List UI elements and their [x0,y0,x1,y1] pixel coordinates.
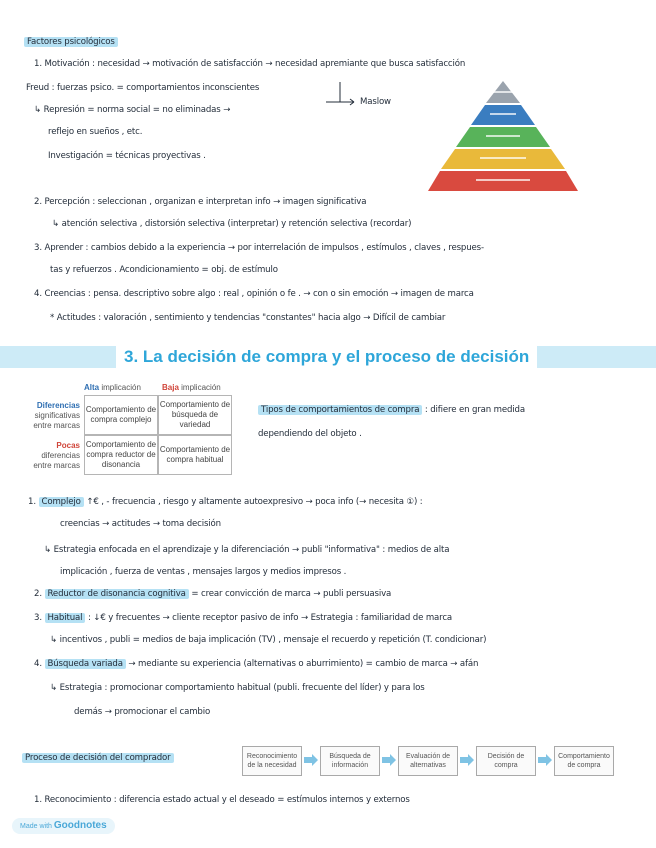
types-intro-rest: : difiere en gran medida [424,405,525,415]
types-intro-highlight: Tipos de comportamientos de compra [258,405,422,415]
note-freud: Freud : fuerzas psico. = comportamientos inconscientes [26,83,260,93]
badge-brand: Goodnotes [53,820,107,831]
type-complex-highlight: Complejo [39,497,84,507]
note-repression: ↳ Represión = norma social = no eliminadas → [34,105,231,115]
matrix-row-few [22,441,80,471]
type-variety-highlight: Búsqueda variada [45,659,126,669]
arrow-right-icon [382,754,396,766]
matrix-col-high-rest: implicación [101,383,141,392]
matrix-cell-dissonance: Comportamiento de compra reductor de disonancia [84,435,158,475]
note-motivation: 1. Motivación : necesidad → motivación de satisfacción → necesidad apremiante que busca satisfacción [34,59,466,69]
matrix-cell-habitual: Comportamiento de compra habitual [158,435,232,475]
factors-heading-text: Factores psicológicos [24,37,118,47]
matrix-col-low [162,383,221,392]
note-attention: ↳ atención selectiva , distorsión selectiva (interpretar) y retención selectiva (recordar) [52,219,412,229]
matrix-row-few-rest: diferencias entre marcas [33,451,80,470]
types-intro [258,404,525,416]
type-dissonance-highlight: Reductor de disonancia cognitiva [45,589,189,599]
arrow-right-icon [460,754,474,766]
process-recognition-note: 1. Reconocimiento : diferencia estado actual y el deseado = estímulos internos y externos [34,795,410,805]
matrix-col-low-em: Baja [162,383,179,392]
note-beliefs: 4. Creencias : pensa. descriptivo sobre algo : real , opinión o fe . → con o sin emoción → imagen de marca [34,289,474,299]
type-variety-text: → mediante su experiencia (alternativas o aburrimiento) = cambio de marca → afán [128,659,479,669]
note-research: Investigación = técnicas proyectivas . [48,151,206,161]
process-heading-text: Proceso de decisión del comprador [22,753,174,763]
note-learning-cont: tas y refuerzos . Acondicionamiento = obj. de estímulo [50,265,278,275]
flow-step-evaluation: Evaluación de alternativas [398,746,458,776]
type-dissonance: 2. Reductor de disonancia cognitiva = crear convicción de marca → publi persuasiva [34,589,392,599]
note-perception: 2. Percepción : seleccionan , organizan e interpretan info → imagen significativa [34,197,367,207]
type-complex-text: ↑€ , - frecuencia , riesgo y altamente autoexpresivo → poca info (→ necesita ①) : [86,497,423,507]
maslow-pyramid-image [428,77,578,193]
type-variety-c: demás → promocionar el cambio [74,707,211,717]
goodnotes-badge[interactable] [12,818,115,834]
arrow-right-icon [538,754,552,766]
badge-made-with: Made with [20,823,52,830]
maslow-bracket-icon [324,80,364,110]
section-title: 3. La decisión de compra y el proceso de decisión [116,346,537,368]
matrix-col-high [84,383,141,392]
note-learning: 3. Aprender : cambios debido a la experiencia → por interrelación de impulsos , estímulos , claves , respues- [34,243,484,253]
decision-process-flow [242,746,616,776]
type-complex-c: ↳ Estrategia enfocada en el aprendizaje y la diferenciación → publi "informativa" : medios de alta [44,545,450,555]
type-dissonance-text: = crear convicción de marca → publi persuasiva [191,589,392,599]
matrix-row-significant-em: Diferencias [36,401,80,410]
matrix-row-few-em: Pocas [56,441,80,450]
matrix-col-high-em: Alta [84,383,100,392]
type-complex-b: creencias → actitudes → toma decisión [60,519,221,529]
matrix-row-significant [22,401,80,431]
process-heading [22,752,174,764]
matrix-cell-variety: Comportamiento de búsqueda de variedad [158,395,232,435]
factors-heading [24,36,118,48]
matrix-cell-complex: Comportamiento de compra complejo [84,395,158,435]
arrow-right-icon [304,754,318,766]
type-complex-d: implicación , fuerza de ventas , mensajes largos y medios impresos . [60,567,347,577]
flow-step-decision: Decisión de compra [476,746,536,776]
flow-step-search: Búsqueda de información [320,746,380,776]
matrix-col-low-rest: implicación [181,383,221,392]
purchase-behavior-matrix [22,383,244,483]
note-dreams: reflejo en sueños , etc. [48,127,143,137]
note-attitudes: * Actitudes : valoración , sentimiento y tendencias "constantes" hacia algo → Difícil de cambiar [50,313,446,323]
matrix-row-significant-rest: significativas entre marcas [33,411,80,430]
type-habitual-highlight: Habitual [45,613,86,623]
type-variety: 4. Búsqueda variada → mediante su experiencia (alternativas o aburrimiento) = cambio de marca → afán [34,659,479,669]
flow-step-behavior: Comportamiento de compra [554,746,614,776]
flow-step-recognition: Reconocimiento de la necesidad [242,746,302,776]
type-habitual-b: ↳ incentivos , publi = medios de baja implicación (TV) , mensaje el recuerdo y repetición (T. condicionar) [50,635,487,645]
type-variety-b: ↳ Estrategia : promocionar comportamiento habitual (publi. frecuente del líder) y para los [50,683,425,693]
type-habitual-text: : ↓€ y frecuentes → cliente receptor pasivo de info → Estrategia : familiaridad de marca [87,613,453,623]
type-habitual: 3. Habitual : ↓€ y frecuentes → cliente receptor pasivo de info → Estrategia : familiaridad de marca [34,613,453,623]
type-complex: 1. Complejo ↑€ , - frecuencia , riesgo y altamente autoexpresivo → poca info (→ necesita ①) : [28,497,423,507]
types-intro-2: dependiendo del objeto . [258,429,362,439]
note-maslow: Maslow [360,97,391,107]
